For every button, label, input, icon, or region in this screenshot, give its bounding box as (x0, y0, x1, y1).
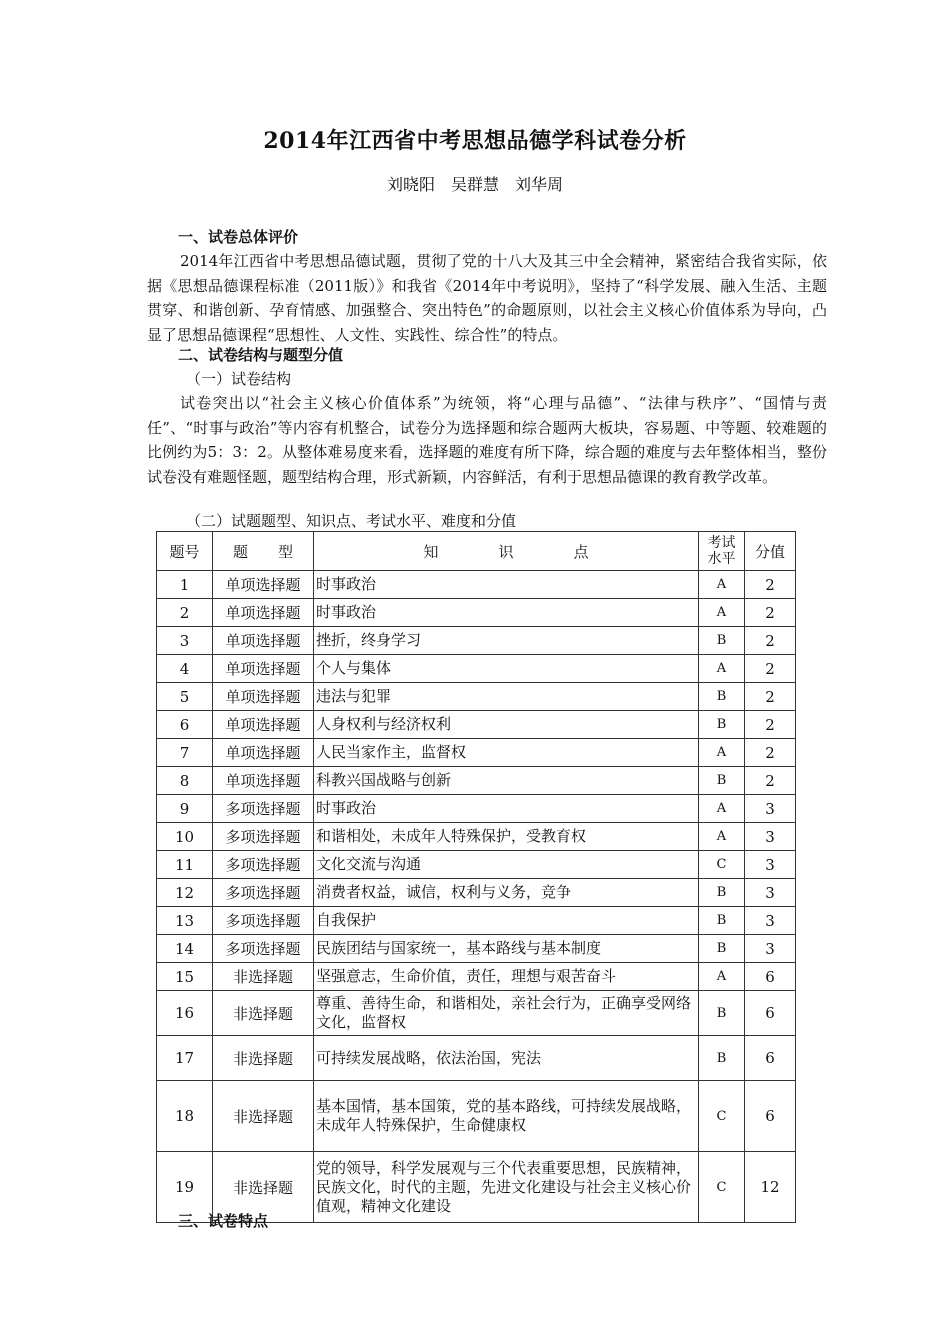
cell-score: 6 (745, 991, 796, 1036)
header-score: 分值 (745, 532, 796, 571)
cell-score: 2 (745, 599, 796, 627)
header-type: 题 型 (213, 532, 314, 571)
cell-level: B (699, 767, 745, 795)
cell-type: 单项选择题 (213, 571, 314, 599)
cell-type: 单项选择题 (213, 739, 314, 767)
cell-type: 多项选择题 (213, 907, 314, 935)
cell-knowledge: 文化交流与沟通 (314, 851, 699, 879)
cell-level: B (699, 907, 745, 935)
cell-knowledge: 时事政治 (314, 571, 699, 599)
section3-heading: 三、试卷特点 (178, 1212, 269, 1230)
cell-number: 6 (157, 711, 213, 739)
table-row (157, 599, 796, 627)
cell-level: C (699, 1081, 745, 1152)
table-row (157, 627, 796, 655)
cell-type: 多项选择题 (213, 823, 314, 851)
authors: 刘晓阳 吴群慧 刘华周 (386, 175, 563, 194)
cell-type: 非选择题 (213, 991, 314, 1036)
cell-level: B (699, 935, 745, 963)
cell-level: B (699, 879, 745, 907)
header-level: 考试水平 (699, 532, 745, 571)
cell-level: B (699, 991, 745, 1036)
cell-number: 14 (157, 935, 213, 963)
table-row (157, 1036, 796, 1081)
cell-type: 非选择题 (213, 1081, 314, 1152)
cell-score: 3 (745, 879, 796, 907)
cell-knowledge: 和谐相处，未成年人特殊保护，受教育权 (314, 823, 699, 851)
cell-knowledge: 人身权利与经济权利 (314, 711, 699, 739)
cell-number: 18 (157, 1081, 213, 1152)
cell-level: B (699, 711, 745, 739)
cell-score: 12 (745, 1152, 796, 1223)
cell-type: 单项选择题 (213, 627, 314, 655)
table-row (157, 1081, 796, 1152)
table-row (157, 823, 796, 851)
cell-level: B (699, 683, 745, 711)
table-row (157, 935, 796, 963)
cell-score: 2 (745, 767, 796, 795)
header-number: 题号 (157, 532, 213, 571)
table-header-row (157, 532, 796, 571)
cell-score: 6 (745, 963, 796, 991)
cell-knowledge: 自我保护 (314, 907, 699, 935)
cell-type: 单项选择题 (213, 767, 314, 795)
cell-level: C (699, 1152, 745, 1223)
table-row (157, 767, 796, 795)
cell-number: 13 (157, 907, 213, 935)
cell-number: 4 (157, 655, 213, 683)
cell-number: 17 (157, 1036, 213, 1081)
cell-score: 6 (745, 1081, 796, 1152)
cell-type: 多项选择题 (213, 935, 314, 963)
table-row (157, 571, 796, 599)
cell-type: 单项选择题 (213, 711, 314, 739)
cell-score: 2 (745, 683, 796, 711)
section2-heading: 二、试卷结构与题型分值 (178, 346, 344, 364)
cell-number: 5 (157, 683, 213, 711)
cell-score: 2 (745, 571, 796, 599)
cell-score: 2 (745, 627, 796, 655)
cell-number: 1 (157, 571, 213, 599)
cell-knowledge: 尊重、善待生命，和谐相处，亲社会行为，正确享受网络文化，监督权 (314, 991, 699, 1036)
cell-knowledge: 基本国情，基本国策，党的基本路线，可持续发展战略，未成年人特殊保护，生命健康权 (314, 1081, 699, 1152)
cell-type: 多项选择题 (213, 795, 314, 823)
cell-number: 3 (157, 627, 213, 655)
cell-type: 非选择题 (213, 1152, 314, 1223)
cell-type: 单项选择题 (213, 683, 314, 711)
cell-level: A (699, 739, 745, 767)
cell-score: 2 (745, 655, 796, 683)
cell-knowledge: 人民当家作主，监督权 (314, 739, 699, 767)
cell-number: 16 (157, 991, 213, 1036)
cell-number: 11 (157, 851, 213, 879)
cell-score: 3 (745, 795, 796, 823)
cell-number: 15 (157, 963, 213, 991)
section2-sub2-heading: （二）试题题型、知识点、考试水平、难度和分值 (186, 512, 517, 530)
cell-knowledge: 党的领导，科学发展观与三个代表重要思想，民族精神，民族文化，时代的主题，先进文化建设与社会主义核心价值观，精神文化建设 (314, 1152, 699, 1223)
cell-knowledge: 时事政治 (314, 599, 699, 627)
table-row (157, 711, 796, 739)
cell-score: 3 (745, 935, 796, 963)
cell-score: 3 (745, 851, 796, 879)
cell-level: A (699, 963, 745, 991)
cell-knowledge: 违法与犯罪 (314, 683, 699, 711)
cell-knowledge: 时事政治 (314, 795, 699, 823)
cell-level: B (699, 1036, 745, 1081)
table-row (157, 851, 796, 879)
table-row (157, 963, 796, 991)
table-row (157, 907, 796, 935)
cell-knowledge: 民族团结与国家统一，基本路线与基本制度 (314, 935, 699, 963)
cell-score: 2 (745, 739, 796, 767)
cell-score: 6 (745, 1036, 796, 1081)
cell-score: 3 (745, 907, 796, 935)
cell-number: 2 (157, 599, 213, 627)
table-row (157, 739, 796, 767)
cell-knowledge: 个人与集体 (314, 655, 699, 683)
section1-paragraph: 2014年江西省中考思想品德试题，贯彻了党的十八大及其三中全会精神，紧密结合我省实际，依据《思想品德课程标准（2011版）》和我省《2014年中考说明》，坚持了“科学发展、融入生活、主题贯穿、和谐创新、孕育情感、加强整合、突出特色”的命题原则，以社会主义核心价值体系为导向，凸显了思想品德课程“思想性、人文性、实践性、综合性”的特点。 (147, 252, 827, 344)
cell-number: 7 (157, 739, 213, 767)
cell-level: A (699, 655, 745, 683)
section2-sub1-heading: （一）试卷结构 (186, 370, 292, 388)
cell-level: A (699, 795, 745, 823)
cell-knowledge: 可持续发展战略，依法治国，宪法 (314, 1036, 699, 1081)
table-row (157, 879, 796, 907)
cell-level: B (699, 627, 745, 655)
cell-knowledge: 坚强意志，生命价值，责任，理想与艰苦奋斗 (314, 963, 699, 991)
cell-level: C (699, 851, 745, 879)
cell-type: 非选择题 (213, 1036, 314, 1081)
cell-number: 19 (157, 1152, 213, 1223)
cell-level: A (699, 571, 745, 599)
table-body (157, 571, 796, 1223)
page-title: 2014年江西省中考思想品德学科试卷分析 (263, 128, 687, 154)
table-row (157, 655, 796, 683)
cell-number: 12 (157, 879, 213, 907)
table-row (157, 991, 796, 1036)
cell-number: 9 (157, 795, 213, 823)
cell-score: 2 (745, 711, 796, 739)
cell-level: A (699, 823, 745, 851)
cell-level: A (699, 599, 745, 627)
section1-heading: 一、试卷总体评价 (178, 228, 299, 246)
cell-type: 多项选择题 (213, 879, 314, 907)
table-row (157, 795, 796, 823)
cell-number: 10 (157, 823, 213, 851)
cell-knowledge: 科教兴国战略与创新 (314, 767, 699, 795)
cell-number: 8 (157, 767, 213, 795)
cell-score: 3 (745, 823, 796, 851)
table-row (157, 683, 796, 711)
cell-type: 单项选择题 (213, 599, 314, 627)
cell-type: 多项选择题 (213, 851, 314, 879)
question-table (156, 531, 796, 1223)
cell-knowledge: 挫折，终身学习 (314, 627, 699, 655)
header-knowledge: 知 识 点 (314, 532, 699, 571)
cell-type: 单项选择题 (213, 655, 314, 683)
cell-type: 非选择题 (213, 963, 314, 991)
section2-sub1-paragraph: 试卷突出以“社会主义核心价值体系”为统领，将“心理与品德”、“法律与秩序”、“国情与责任”、“时事与政治”等内容有机整合，试卷分为选择题和综合题两大板块，容易题、中等题、较难题的比例约为5：3：2。从整体难易度来看，选择题的难度有所下降，综合题的难度与去年整体相当，整份试卷没有难题怪题，题型结构合理，形式新颖，内容鲜活，有利于思想品德课的教育教学改革。 (147, 394, 827, 486)
cell-knowledge: 消费者权益，诚信，权利与义务，竞争 (314, 879, 699, 907)
